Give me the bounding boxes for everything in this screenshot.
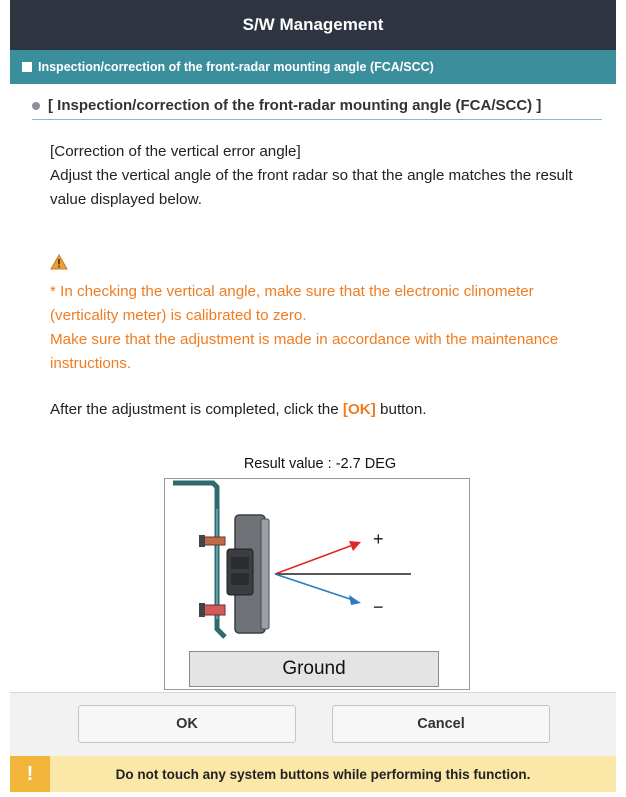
exclamation-icon: ! <box>10 756 50 792</box>
instruction-heading: [Correction of the vertical error angle] <box>50 143 301 160</box>
after-adjustment-suffix: button. <box>375 401 427 418</box>
plus-arrow <box>275 545 353 574</box>
section-title: [ Inspection/correction of the front-radar mounting angle (FCA/SCC) ] <box>48 97 542 114</box>
subheader-label: Inspection/correction of the front-radar mounting angle (FCA/SCC) <box>38 60 434 74</box>
upper-bolt <box>203 537 225 545</box>
minus-label: − <box>373 597 384 617</box>
plus-label: + <box>373 529 384 549</box>
warning-text-maintenance: Make sure that the adjustment is made in accordance with the maintenance instructions. <box>50 331 559 372</box>
instruction-body: Adjust the vertical angle of the front radar so that the angle matches the result value displayed below. <box>50 167 573 208</box>
ok-button[interactable]: OK <box>78 705 296 743</box>
notice-bar <box>10 756 616 792</box>
subheader-bar <box>10 50 616 84</box>
bullet-dot-icon <box>32 102 40 110</box>
minus-arrow <box>275 574 353 600</box>
warning-triangle-icon <box>50 254 68 270</box>
dialog-button-bar <box>10 692 616 756</box>
window-title: S/W Management <box>242 15 384 34</box>
notice-message: Do not touch any system buttons while performing this function. <box>115 766 531 782</box>
warning-text-calibration: * In checking the vertical angle, make sure that the electronic clinometer (verticality meter) is calibrated to zero. <box>50 283 534 324</box>
instruction-content <box>50 140 605 422</box>
window-title-bar <box>10 0 616 50</box>
radar-angle-figure <box>164 478 470 690</box>
ground-button[interactable]: Ground <box>189 651 439 687</box>
sw-management-dialog <box>10 0 616 797</box>
cancel-button[interactable]: Cancel <box>332 705 550 743</box>
square-bullet-icon <box>22 62 32 72</box>
result-value-label: Result value : -2.7 DEG <box>243 456 397 472</box>
lower-bolt <box>203 605 225 615</box>
after-adjustment-text <box>50 398 605 422</box>
ok-reference: [OK] <box>342 401 376 418</box>
after-adjustment-prefix: After the adjustment is completed, click the <box>50 401 343 418</box>
section-header <box>32 92 602 120</box>
